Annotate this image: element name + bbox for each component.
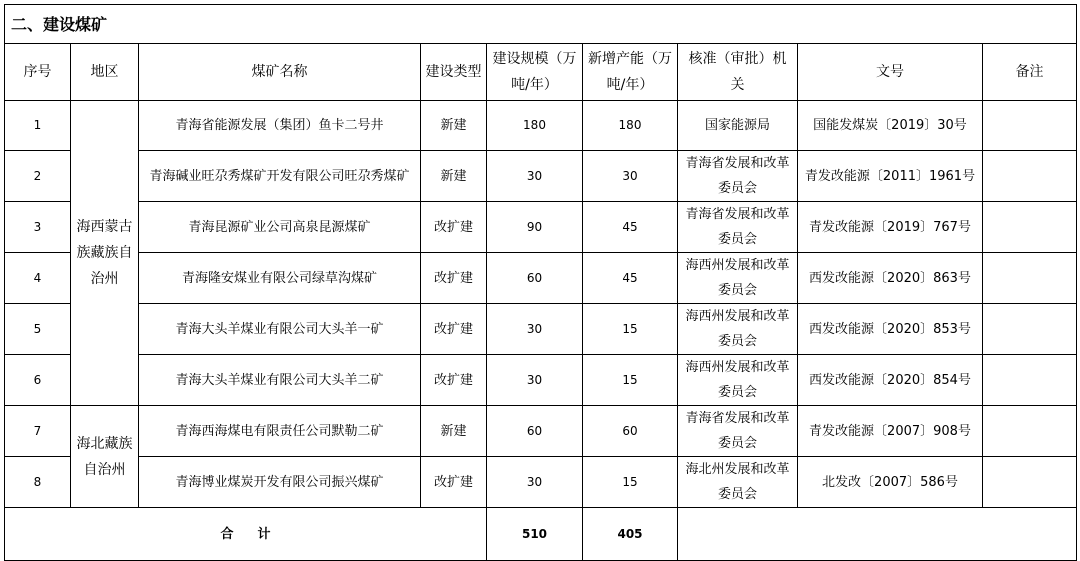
row-authority: 海西州发展和改革委员会	[678, 304, 798, 355]
row-doc-no: 北发改〔2007〕586号	[798, 457, 983, 508]
row-capacity: 15	[583, 304, 678, 355]
row-build-type: 新建	[421, 406, 487, 457]
total-scale: 510	[487, 508, 583, 561]
row-scale: 90	[487, 202, 583, 253]
row-remark	[983, 355, 1077, 406]
row-remark	[983, 202, 1077, 253]
row-scale: 30	[487, 151, 583, 202]
table-row	[5, 253, 1077, 304]
row-build-type: 改扩建	[421, 253, 487, 304]
header-new-capacity: 新增产能（万吨/年）	[583, 44, 678, 101]
row-build-type: 新建	[421, 151, 487, 202]
row-remark	[983, 101, 1077, 151]
row-scale: 60	[487, 406, 583, 457]
table-row	[5, 355, 1077, 406]
row-build-type: 改扩建	[421, 457, 487, 508]
row-scale: 60	[487, 253, 583, 304]
row-mine-name: 青海西海煤电有限责任公司默勒二矿	[139, 406, 421, 457]
row-authority: 青海省发展和改革委员会	[678, 406, 798, 457]
row-remark	[983, 304, 1077, 355]
row-doc-no: 青发改能源〔2011〕1961号	[798, 151, 983, 202]
row-capacity: 60	[583, 406, 678, 457]
header-mine-name: 煤矿名称	[139, 44, 421, 101]
header-row	[5, 44, 1077, 101]
table-row	[5, 457, 1077, 508]
header-seq: 序号	[5, 44, 71, 101]
row-scale: 30	[487, 355, 583, 406]
row-mine-name: 青海省能源发展（集团）鱼卡二号井	[139, 101, 421, 151]
row-authority: 海西州发展和改革委员会	[678, 253, 798, 304]
table-row	[5, 101, 1077, 151]
row-scale: 30	[487, 457, 583, 508]
row-capacity: 15	[583, 457, 678, 508]
row-seq: 6	[5, 355, 71, 406]
region-cell-haibei: 海北藏族自治州	[71, 406, 139, 508]
region-cell-haixi: 海西蒙古族藏族自治州	[71, 101, 139, 406]
row-scale: 180	[487, 101, 583, 151]
row-build-type: 新建	[421, 101, 487, 151]
row-mine-name: 青海大头羊煤业有限公司大头羊二矿	[139, 355, 421, 406]
row-authority: 国家能源局	[678, 101, 798, 151]
row-mine-name: 青海大头羊煤业有限公司大头羊一矿	[139, 304, 421, 355]
row-doc-no: 国能发煤炭〔2019〕30号	[798, 101, 983, 151]
table-row	[5, 406, 1077, 457]
total-row	[5, 508, 1077, 561]
row-capacity: 45	[583, 253, 678, 304]
row-capacity: 180	[583, 101, 678, 151]
row-seq: 8	[5, 457, 71, 508]
row-capacity: 45	[583, 202, 678, 253]
total-rest	[678, 508, 1077, 561]
row-mine-name: 青海碱业旺尕秀煤矿开发有限公司旺尕秀煤矿	[139, 151, 421, 202]
row-authority: 海西州发展和改革委员会	[678, 355, 798, 406]
header-build-type: 建设类型	[421, 44, 487, 101]
header-remarks: 备注	[983, 44, 1077, 101]
coal-mine-table	[4, 4, 1077, 561]
row-seq: 7	[5, 406, 71, 457]
row-mine-name: 青海昆源矿业公司高泉昆源煤矿	[139, 202, 421, 253]
header-authority: 核准（审批）机关	[678, 44, 798, 101]
row-seq: 1	[5, 101, 71, 151]
row-authority: 海北州发展和改革委员会	[678, 457, 798, 508]
row-capacity: 15	[583, 355, 678, 406]
row-seq: 5	[5, 304, 71, 355]
row-scale: 30	[487, 304, 583, 355]
header-region: 地区	[71, 44, 139, 101]
section-title: 二、建设煤矿	[5, 5, 1077, 44]
row-remark	[983, 457, 1077, 508]
table-row	[5, 151, 1077, 202]
row-authority: 青海省发展和改革委员会	[678, 202, 798, 253]
row-remark	[983, 253, 1077, 304]
row-build-type: 改扩建	[421, 304, 487, 355]
row-doc-no: 青发改能源〔2019〕767号	[798, 202, 983, 253]
row-build-type: 改扩建	[421, 355, 487, 406]
row-seq: 3	[5, 202, 71, 253]
header-doc-no: 文号	[798, 44, 983, 101]
row-doc-no: 西发改能源〔2020〕863号	[798, 253, 983, 304]
table-row	[5, 304, 1077, 355]
row-seq: 2	[5, 151, 71, 202]
header-scale: 建设规模（万吨/年）	[487, 44, 583, 101]
row-authority: 青海省发展和改革委员会	[678, 151, 798, 202]
row-mine-name: 青海隆安煤业有限公司绿草沟煤矿	[139, 253, 421, 304]
row-doc-no: 青发改能源〔2007〕908号	[798, 406, 983, 457]
table-row	[5, 202, 1077, 253]
row-seq: 4	[5, 253, 71, 304]
row-remark	[983, 406, 1077, 457]
row-capacity: 30	[583, 151, 678, 202]
row-mine-name: 青海博业煤炭开发有限公司振兴煤矿	[139, 457, 421, 508]
total-label: 合计	[5, 508, 487, 561]
row-doc-no: 西发改能源〔2020〕854号	[798, 355, 983, 406]
row-build-type: 改扩建	[421, 202, 487, 253]
total-capacity: 405	[583, 508, 678, 561]
row-doc-no: 西发改能源〔2020〕853号	[798, 304, 983, 355]
row-remark	[983, 151, 1077, 202]
